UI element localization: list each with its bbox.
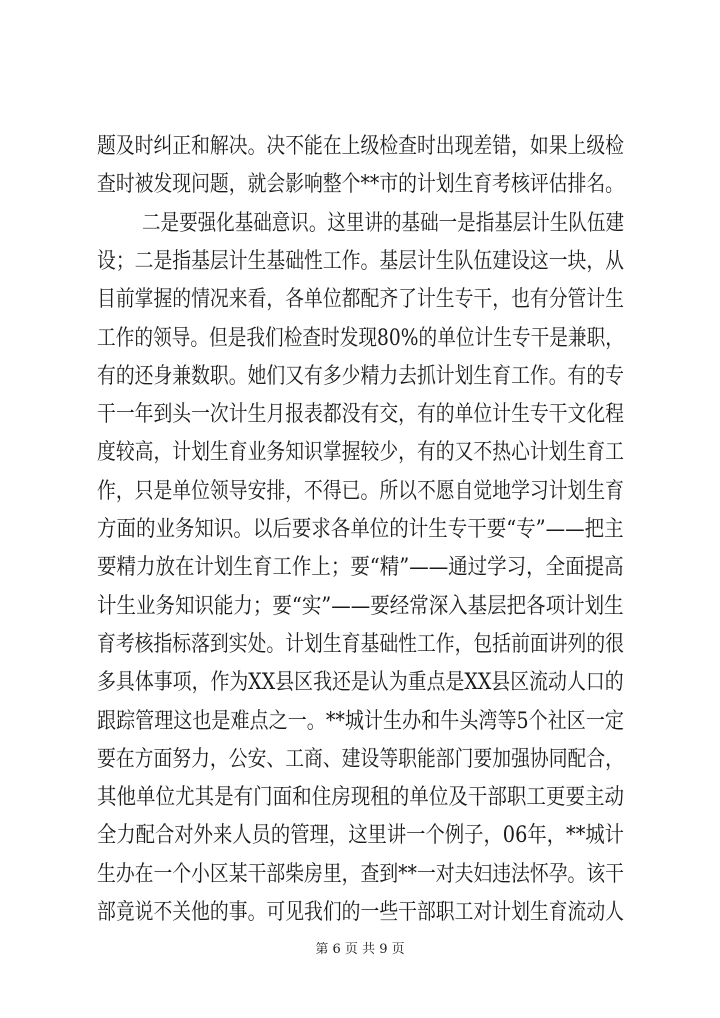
text-line: 全力配合对外来人员的管理，这里讲一个例子，06年，**城计: [97, 823, 624, 849]
text-line: 计生业务知识能力；要“实”——要经常深入基层把各项计划生: [97, 593, 624, 619]
text-line: 工作的领导。但是我们检查时发现80%的单位计生专干是兼职，: [97, 325, 624, 351]
text-line: 方面的业务知识。以后要求各单位的计生专干要“专”——把主: [97, 517, 624, 542]
text-line: 要在方面努力，公安、工商、建设等职能部门要加强协同配合，: [97, 746, 625, 772]
text-line: 度较高，计划生育业务知识掌握较少，有的又不热心计划生育工: [97, 440, 625, 466]
text-line: 育考核指标落到实处。计划生育基础性工作，包括前面讲列的很: [97, 631, 625, 657]
text-line: 设；二是指基层计生基础性工作。基层计生队伍建设这一块，从: [97, 248, 625, 274]
text-line: 跟踪管理这也是难点之一。**城计生办和牛头湾等5个社区一定: [97, 708, 624, 734]
text-line: 查时被发现问题，就会影响整个**市的计划生育考核评估排名。: [97, 172, 625, 198]
text-line: 有的还身兼数职。她们又有多少精力去抓计划生育工作。有的专: [97, 363, 625, 389]
text-line: 其他单位尤其是有门面和住房现租的单位及干部职工更要主动: [97, 785, 625, 811]
text-line: 作，只是单位领导安排，不得已。所以不愿自觉地学习计划生育: [97, 478, 625, 504]
text-line: 部竟说不关他的事。可见我们的一些干部职工对计划生育流动人: [97, 900, 625, 925]
text-line: 多具体事项，作为XX县区我还是认为重点是XX县区流动人口的: [97, 670, 624, 696]
text-line: 生办在一个小区某干部柴房里，查到**一对夫妇违法怀孕。该干: [97, 861, 625, 887]
text-line: 干一年到头一次计生月报表都没有交，有的单位计生专干文化程: [97, 402, 625, 428]
text-line: 要精力放在计划生育工作上；要“精”——通过学习，全面提高: [97, 555, 624, 581]
page-footer: 第 6 页 共 9 页: [315, 942, 405, 957]
text-line: 二是要强化基础意识。这里讲的基础一是指基层计生队伍建: [142, 210, 625, 236]
text-line: 目前掌握的情况来看，各单位都配齐了计生专干，也有分管计生: [97, 287, 625, 313]
text-line: 题及时纠正和解决。决不能在上级检查时出现差错，如果上级检: [97, 134, 625, 159]
